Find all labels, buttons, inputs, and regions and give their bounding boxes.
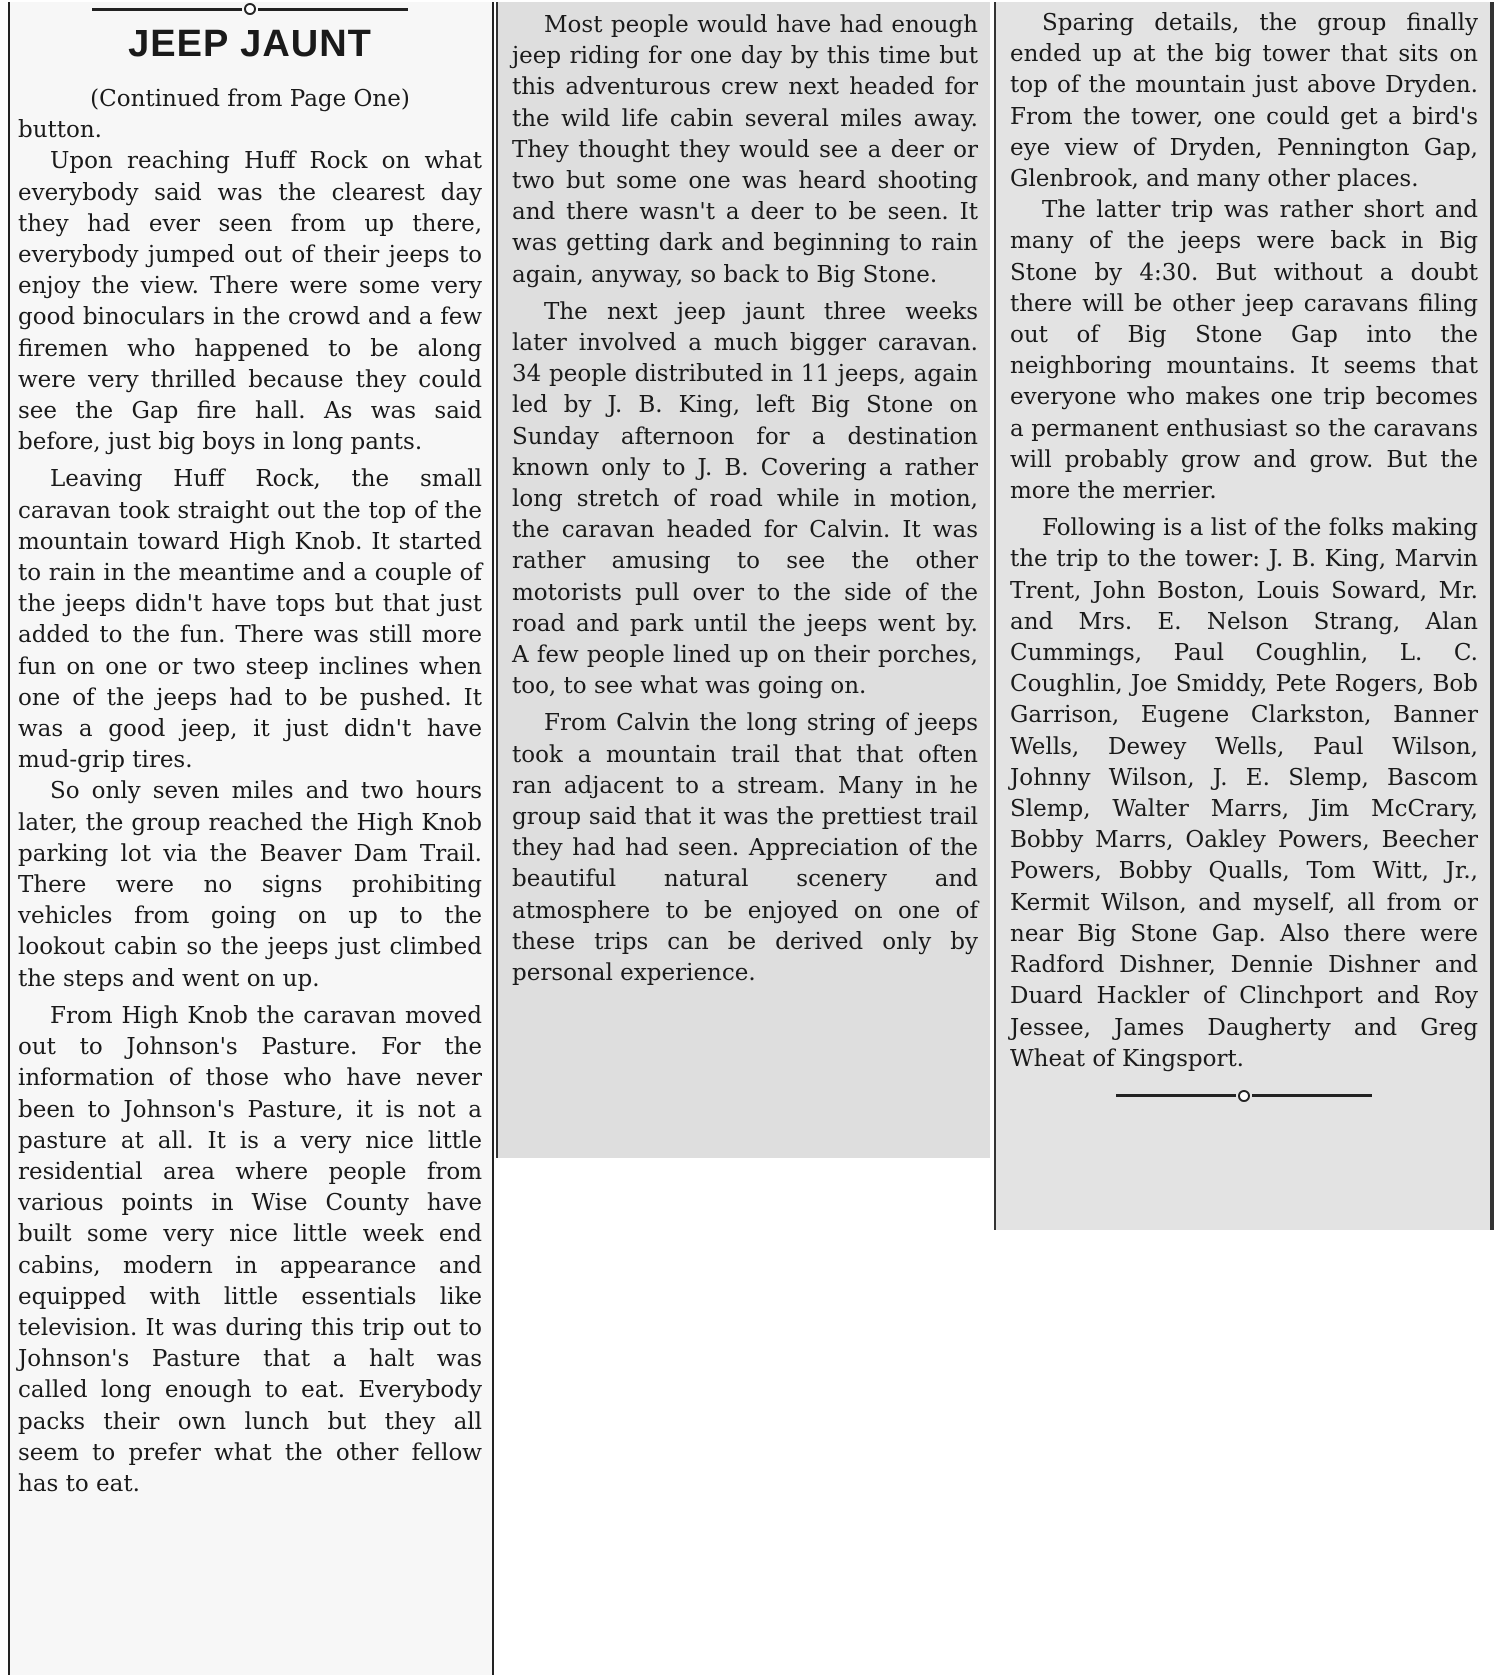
article-column-3 [994,2,1494,1230]
paragraph: The next jeep jaunt three weeks later involved a much bigger caravan. 34 people distributed in 11 jeeps, again led by J. B. King, left Big Stone on Sunday afternoon for a destination known only to J. B. Covering a rather long stretch of road while in motion, the caravan headed for Calvin. It was rather amusing to see the other motorists pull over to the side of the road and park until the jeeps went by. A few people lined up on their porches, too, to see what was going on. [512,298,978,700]
continued-note: (Continued from Page One) [90,86,410,112]
end-ornament-rule [1010,1089,1478,1103]
paragraph: Following is a list of the folks making the trip to the tower: J. B. King, Marvin Trent, John Boston, Louis Soward, Mr. and Mrs. E. Nelson Strang, Alan Cummings, Paul Coughlin, L. C. Coughlin, Joe Smiddy, Pete Rogers, Bob Garrison, Eugene Clarkston, Banner Wells, Dewey Wells, Paul Wilson, Johnny Wilson, J. E. Slemp, Bascom Slemp, Walter Marrs, Jim McCrary, Bobby Marrs, Oakley Powers, Beecher Powers, Bobby Qualls, Tom Witt, Jr., Kermit Wilson, and myself, all from or near Big Stone Gap. Also there were Radford Dishner, Dennie Dishner and Duard Hackler of Clinchport and Roy Jessee, James Daugherty and Greg Wheat of Kingsport. [1010,515,1478,1072]
paragraph: Sparing details, the group finally ended up at the big tower that sits on top of the mountain just above Dryden. From the tower, one could get a bird's eye view of Dryden, Pennington Gap, Glenbrook, and many other places. [1010,10,1478,193]
paragraph: So only seven miles and two hours later, the group reached the High Knob parking lot via the Beaver Dam Trail. There were no signs prohibiting vehicles from going on up to the lookout cabin so the jeeps just climbed the steps and went on up. [18,778,482,992]
paragraph: Upon reaching Huff Rock on what everybody said was the clearest day they had ever seen from up there, everybody jumped out of their jeeps to enjoy the view. There were some very good binoculars in the crowd and a few firemen who happened to be along were very thrilled because they could see the Gap fire hall. As was said before, just big boys in long pants. [18,148,482,456]
paragraph: Most people would have had enough jeep riding for one day by this time but this adventurous crew next headed for the wild life cabin several miles away. They thought they would see a deer or two but some one was heard shooting and there wasn't a deer to be seen. It was getting dark and beginning to rain again, anyway, so back to Big Stone. [512,12,978,288]
article-column-2 [496,2,990,1158]
headline: JEEP JAUNT [128,23,372,65]
paragraph: button. [18,117,102,144]
article-column-1 [8,2,494,1675]
paragraph: From Calvin the long string of jeeps took a mountain trail that that often ran adjacent to a stream. Many in he group said that it was the prettiest trail they had had seen. Appreciation of the beautiful natural scenery and atmosphere to be enjoyed on one of these trips can be derived only by personal experience. [512,710,978,987]
paragraph: From High Knob the caravan moved out to Johnson's Pasture. For the information of those who have never been to Johnson's Pasture, it is not a pasture at all. It is a very nice little residential area where people from various points in Wise County have built some very nice little week end cabins, modern in appearance and equipped with little essentials like television. It was during this trip out to Johnson's Pasture that a halt was called long enough to eat. Everybody packs their own lunch but they all seem to prefer what the other fellow has to eat. [18,1002,482,1497]
paragraph: The latter trip was rather short and many of the jeeps were back in Big Stone by 4:30. But without a doubt there will be other jeep caravans filing out of Big Stone Gap into the neighboring mountains. It seems that everyone who makes one trip becomes a permanent enthusiast so the caravans will probably grow and grow. But the more the merrier. [1010,197,1478,505]
top-ornament-rule [18,2,482,16]
paragraph: Leaving Huff Rock, the small caravan took straight out the top of the mountain toward High Knob. It started to rain in the meantime and a couple of the jeeps didn't have tops but that just added to the fun. There was still more fun on one or two steep inclines when one of the jeeps had to be pushed. It was a good jeep, it just didn't have mud-grip tires. [18,466,482,774]
